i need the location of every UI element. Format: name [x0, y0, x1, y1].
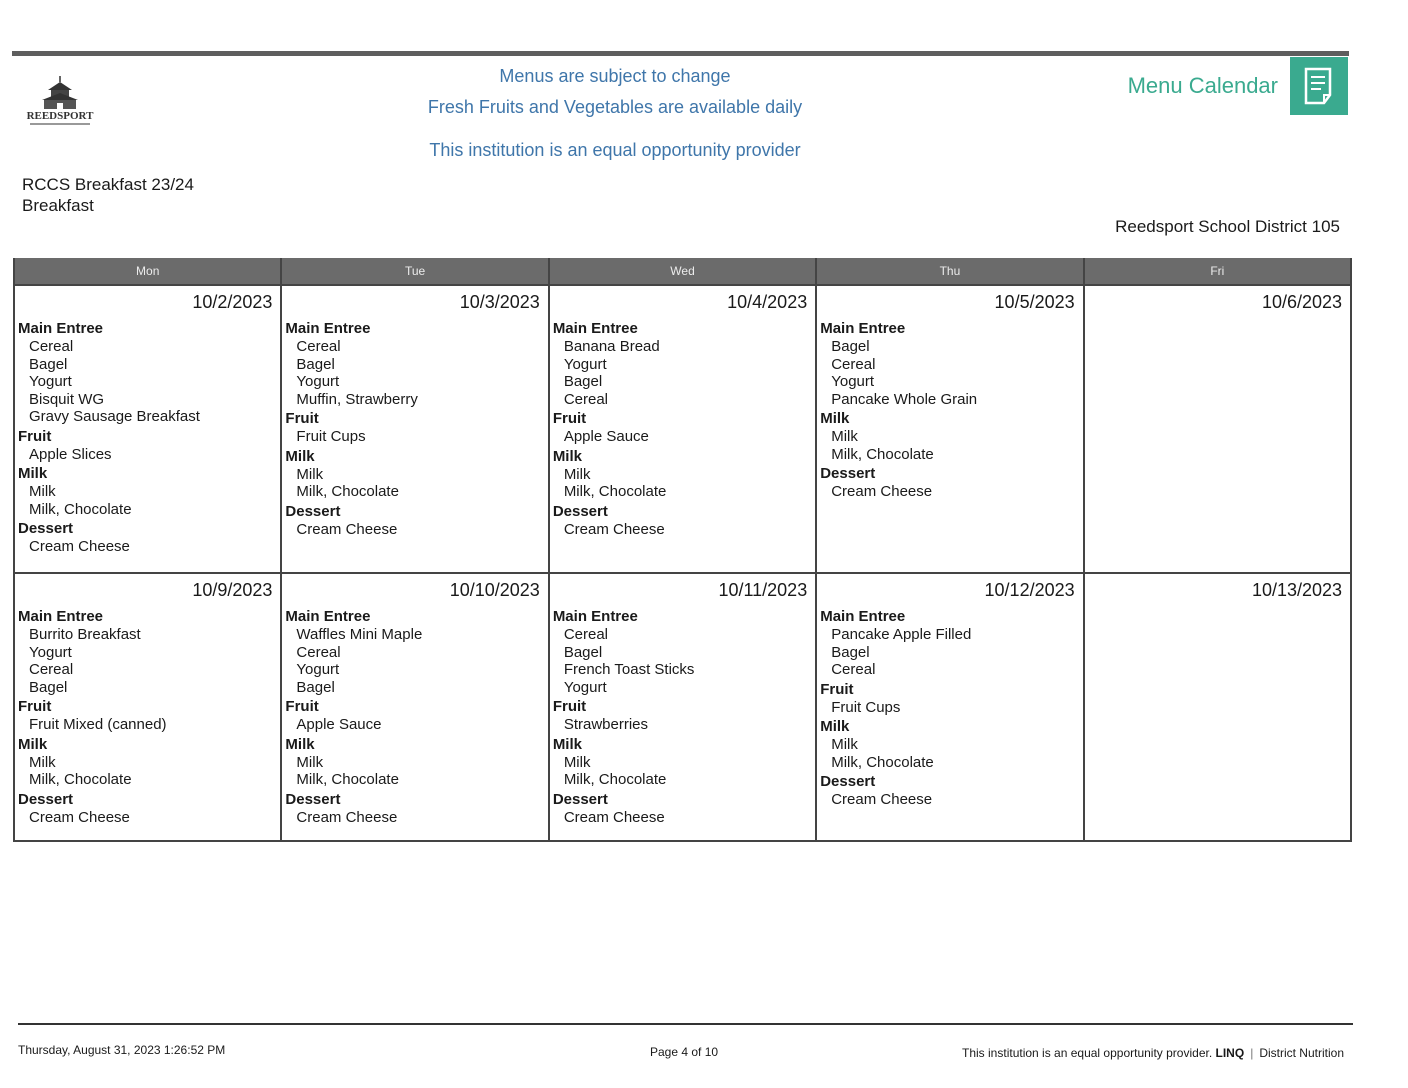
menu-item: Bagel	[296, 355, 335, 373]
menu-item: Yogurt	[296, 661, 340, 678]
menu-item: Cream Cheese	[831, 791, 933, 808]
menu-item: Apple Sauce	[296, 716, 382, 733]
menu-item: Milk	[563, 753, 591, 771]
category-label: Main Entree	[18, 608, 104, 625]
category-label: Milk	[552, 447, 582, 465]
category-label: Milk	[820, 410, 850, 427]
menu-item: Bagel	[831, 643, 870, 661]
menu-item: Strawberries	[563, 716, 649, 733]
category-label: Dessert	[820, 773, 876, 790]
day-header-tue: Tue	[282, 258, 549, 284]
category-label: Dessert	[285, 790, 341, 808]
menu-item: Pancake Apple Filled	[831, 626, 972, 643]
footer-separator: |	[1250, 1046, 1254, 1060]
cell-date: 10/4/2023	[727, 292, 808, 312]
menu-item: Yogurt	[563, 678, 607, 696]
menu-item: Bagel	[296, 678, 335, 696]
schoolhouse-icon	[20, 74, 100, 110]
day-header-mon: Mon	[15, 258, 282, 284]
menu-item: Bagel	[29, 678, 68, 696]
category-label: Fruit	[820, 680, 854, 698]
menu-item: Milk, Chocolate	[29, 771, 132, 788]
logo-text: REEDSPORT	[26, 110, 94, 122]
notice-menus-subject: Menus are subject to change	[499, 66, 731, 86]
district-name: Reedsport School District 105	[1115, 217, 1340, 236]
print-timestamp: Thursday, August 31, 2023 1:26:52 PM	[18, 1043, 226, 1057]
calendar-week	[15, 572, 1352, 840]
menu-item: Milk	[296, 753, 324, 771]
category-label: Fruit	[18, 427, 52, 445]
menu-item: Milk	[831, 428, 858, 445]
day-cell	[15, 574, 282, 840]
menu-item: Milk	[29, 753, 56, 771]
category-label: Fruit	[285, 698, 319, 715]
logo-tagline	[30, 123, 90, 125]
calendar-header	[15, 258, 1352, 284]
menu-item: Cream Cheese	[296, 808, 398, 826]
category-label: Main Entree	[820, 320, 906, 337]
menu-document-icon	[1290, 57, 1348, 115]
menu-item: Cereal	[563, 390, 608, 408]
menu-item: Cereal	[563, 626, 608, 643]
category-label: Main Entree	[285, 320, 371, 337]
menu-item: Milk, Chocolate	[831, 445, 934, 463]
day-cell	[817, 574, 1084, 840]
category-label: Milk	[285, 447, 315, 465]
menu-item: Yogurt	[296, 373, 340, 390]
day-cell	[1085, 286, 1352, 572]
category-label: Milk	[820, 718, 850, 735]
day-cell	[550, 286, 817, 572]
category-label: Dessert	[820, 465, 876, 482]
category-label: Milk	[18, 735, 48, 753]
menu-item: Cereal	[296, 643, 341, 661]
category-label: Milk	[285, 735, 315, 753]
menu-item: Bagel	[563, 643, 603, 661]
menu-item: Milk	[563, 465, 591, 483]
menu-item: Yogurt	[831, 373, 875, 390]
category-label: Main Entree	[285, 608, 371, 625]
category-label: Main Entree	[552, 608, 638, 625]
category-label: Fruit	[552, 410, 587, 427]
menu-item: Bagel	[29, 355, 68, 373]
category-label: Main Entree	[820, 608, 906, 625]
menu-item: Cream Cheese	[29, 538, 130, 555]
menu-item: Burrito Breakfast	[29, 626, 141, 643]
menu-item: Milk, Chocolate	[831, 753, 934, 771]
menu-item: Apple Slices	[29, 445, 112, 463]
cell-date: 10/3/2023	[459, 292, 540, 312]
menu-item: Bisquit WG	[29, 390, 105, 408]
category-label: Fruit	[552, 698, 587, 715]
cell-date: 10/9/2023	[192, 580, 273, 600]
calendar-week	[15, 284, 1352, 572]
menu-item: Milk	[29, 483, 56, 500]
category-label: Milk	[18, 465, 48, 482]
menu-item: Waffles Mini Maple	[296, 626, 423, 643]
category-label: Dessert	[552, 502, 608, 520]
day-header-thu: Thu	[817, 258, 1084, 284]
day-header-fri: Fri	[1085, 258, 1352, 284]
product-name: District Nutrition	[1259, 1046, 1344, 1060]
menu-item: Cream Cheese	[296, 520, 398, 538]
day-cell	[282, 286, 549, 572]
menu-item: Fruit Mixed (canned)	[29, 716, 167, 733]
cell-date: 10/5/2023	[994, 292, 1075, 312]
day-cell	[550, 574, 817, 840]
cell-date: 10/13/2023	[1251, 580, 1343, 600]
menu-name: RCCS Breakfast 23/24	[22, 175, 194, 194]
linq-logo: LINQ	[1215, 1046, 1245, 1060]
category-label: Dessert	[552, 790, 608, 808]
category-label: Fruit	[285, 410, 319, 427]
category-label: Fruit	[18, 698, 52, 715]
category-label: Main Entree	[18, 320, 104, 337]
menu-item: Apple Sauce	[563, 428, 649, 445]
cell-date: 10/11/2023	[718, 580, 808, 600]
menu-item: Milk, Chocolate	[563, 771, 667, 788]
menu-item: French Toast Sticks	[563, 661, 695, 678]
footer-provider-text: This institution is an equal opportunity provider.	[962, 1046, 1213, 1060]
menu-item: Yogurt	[29, 643, 72, 661]
menu-item: Fruit Cups	[831, 698, 901, 716]
menu-item: Pancake Whole Grain	[831, 390, 978, 408]
menu-calendar-title: Menu Calendar	[1127, 73, 1278, 98]
menu-item: Banana Bread	[563, 338, 660, 355]
category-label: Dessert	[285, 502, 341, 520]
cell-date: 10/2/2023	[192, 292, 273, 312]
menu-item: Cereal	[831, 355, 876, 373]
menu-item: Cream Cheese	[563, 520, 665, 538]
cell-date: 10/10/2023	[449, 580, 540, 600]
day-cell	[15, 286, 282, 572]
notice-equal-opportunity: This institution is an equal opportunity provider	[429, 140, 801, 160]
district-logo	[20, 74, 100, 128]
menu-item: Cereal	[296, 338, 341, 355]
menu-item: Milk, Chocolate	[296, 483, 399, 500]
menu-item: Milk	[296, 465, 324, 483]
menu-item: Cereal	[29, 661, 74, 678]
category-label: Milk	[552, 735, 582, 753]
menu-item: Cereal	[831, 661, 876, 678]
menu-item: Cream Cheese	[563, 808, 665, 826]
day-header-wed: Wed	[550, 258, 817, 284]
category-label: Dessert	[18, 520, 74, 537]
menu-item: Cream Cheese	[29, 808, 130, 826]
notice-fresh-fruits: Fresh Fruits and Vegetables are available daily	[427, 97, 803, 117]
day-cell	[282, 574, 549, 840]
day-cell	[1085, 574, 1352, 840]
menu-item: Milk, Chocolate	[563, 483, 667, 500]
menu-item: Bagel	[831, 338, 870, 355]
menu-item: Yogurt	[29, 373, 72, 390]
category-label: Main Entree	[552, 320, 638, 337]
menu-item: Bagel	[563, 373, 603, 390]
menu-item: Cream Cheese	[831, 483, 933, 500]
page-number: Page 4 of 10	[650, 1045, 719, 1059]
top-rule	[12, 51, 1349, 56]
menu-item: Fruit Cups	[296, 428, 366, 445]
menu-info	[22, 174, 194, 216]
menu-item: Cereal	[29, 338, 74, 355]
menu-calendar	[13, 258, 1352, 842]
menu-item: Muffin, Strawberry	[296, 390, 418, 408]
cell-date: 10/12/2023	[984, 580, 1075, 600]
day-cell	[817, 286, 1084, 572]
menu-item: Milk, Chocolate	[29, 500, 132, 518]
menu-item: Milk, Chocolate	[296, 771, 399, 788]
footer-rule	[18, 1023, 1353, 1025]
menu-item: Milk	[831, 736, 858, 753]
menu-item: Yogurt	[563, 355, 607, 373]
cell-date: 10/6/2023	[1261, 292, 1343, 312]
category-label: Dessert	[18, 790, 74, 808]
menu-item: Gravy Sausage Breakfast	[29, 408, 200, 425]
footer-provider	[962, 1046, 1344, 1060]
meal-type: Breakfast	[22, 196, 94, 215]
